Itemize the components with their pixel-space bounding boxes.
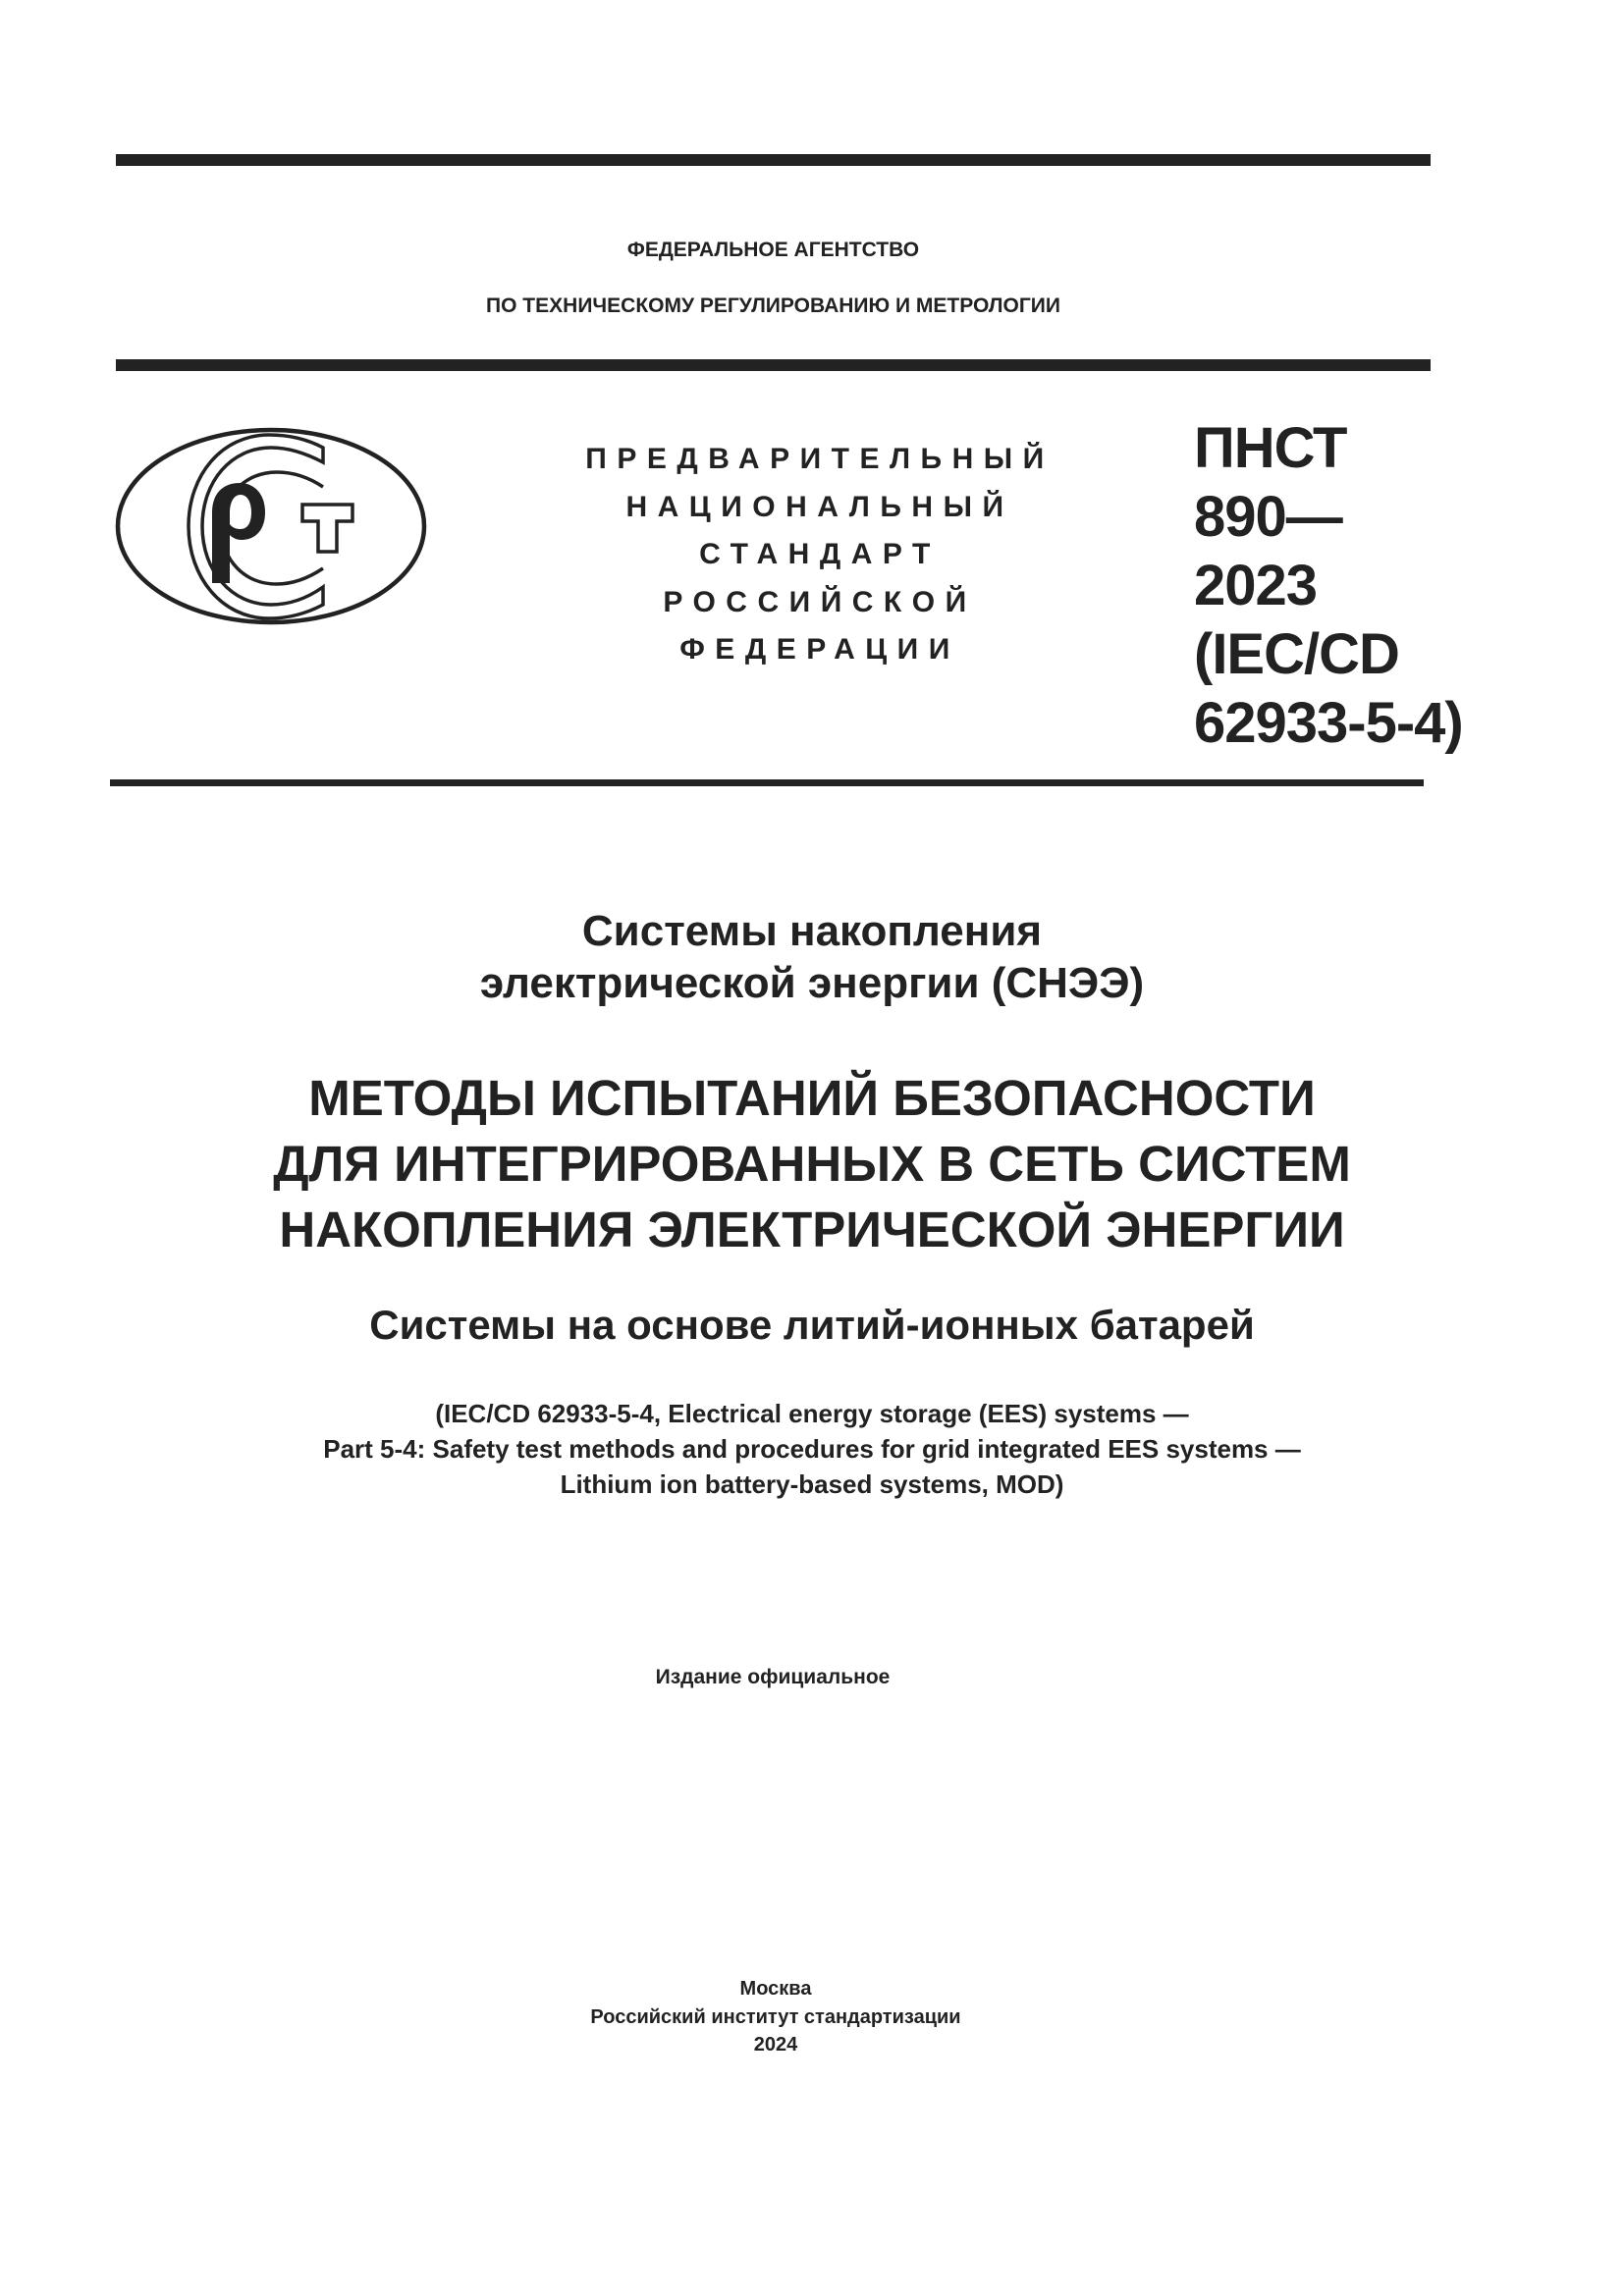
document-title-group [0, 905, 1624, 1009]
english-title-line: (IEC/CD 62933-5-4, Electrical energy storage (EES) systems — [435, 1399, 1189, 1428]
imprint-city: Москва [739, 1978, 812, 2000]
middle-rule [116, 359, 1431, 371]
designation-line: 890— [1194, 485, 1342, 549]
standard-type-line: РОССИЙСКОЙ [663, 585, 977, 618]
gost-r-certification-mark-icon [114, 426, 428, 626]
standard-type-line: ФЕДЕРАЦИИ [679, 633, 960, 666]
english-title-line: Lithium ion battery-based systems, MOD) [560, 1469, 1064, 1499]
title-line: Системы накопления [581, 907, 1043, 955]
standard-designation [1194, 414, 1463, 758]
english-title-line: Part 5-4: Safety test methods and procedures for grid integrated EES systems — [323, 1434, 1301, 1464]
top-rule [116, 154, 1431, 166]
standard-type-line: СТАНДАРТ [699, 538, 941, 570]
title-caps-line: МЕТОДЫ ИСПЫТАНИЙ БЕЗОПАСНОСТИ [308, 1070, 1316, 1126]
document-subtitle: Системы на основе литий-ионных батарей [369, 1302, 1255, 1348]
standard-type-line: НАЦИОНАЛЬНЫЙ [625, 490, 1014, 523]
edition-note: Издание официальное [655, 1666, 891, 1688]
agency-line-2: ПО ТЕХНИЧЕСКОМУ РЕГУЛИРОВАНИЮ И МЕТРОЛОГИИ [486, 294, 1060, 317]
designation-line: (IEC/CD [1194, 622, 1399, 686]
agency-line-1: ФЕДЕРАЛЬНОЕ АГЕНТСТВО [626, 239, 920, 261]
title-caps-line: ДЛЯ ИНТЕГРИРОВАННЫХ В СЕТЬ СИСТЕМ [273, 1136, 1351, 1192]
designation-line: 62933-5-4) [1194, 691, 1463, 755]
standard-type-line: ПРЕДВАРИТЕЛЬНЫЙ [585, 443, 1055, 475]
english-title [0, 1396, 1624, 1502]
bottom-rule [110, 779, 1424, 786]
imprint-publisher: Российский институт стандартизации [590, 2005, 961, 2028]
document-title-main [0, 1065, 1624, 1262]
designation-line: 2023 [1194, 554, 1318, 617]
standard-type-block [550, 436, 1080, 674]
title-line: электрической энергии (СНЭЭ) [479, 959, 1145, 1007]
agency-header [116, 222, 1431, 334]
title-caps-line: НАКОПЛЕНИЯ ЭЛЕКТРИЧЕСКОЙ ЭНЕРГИИ [279, 1201, 1345, 1257]
imprint-year: 2024 [753, 2034, 798, 2056]
imprint-block [0, 1975, 1551, 2059]
designation-line: ПНСТ [1194, 416, 1347, 480]
